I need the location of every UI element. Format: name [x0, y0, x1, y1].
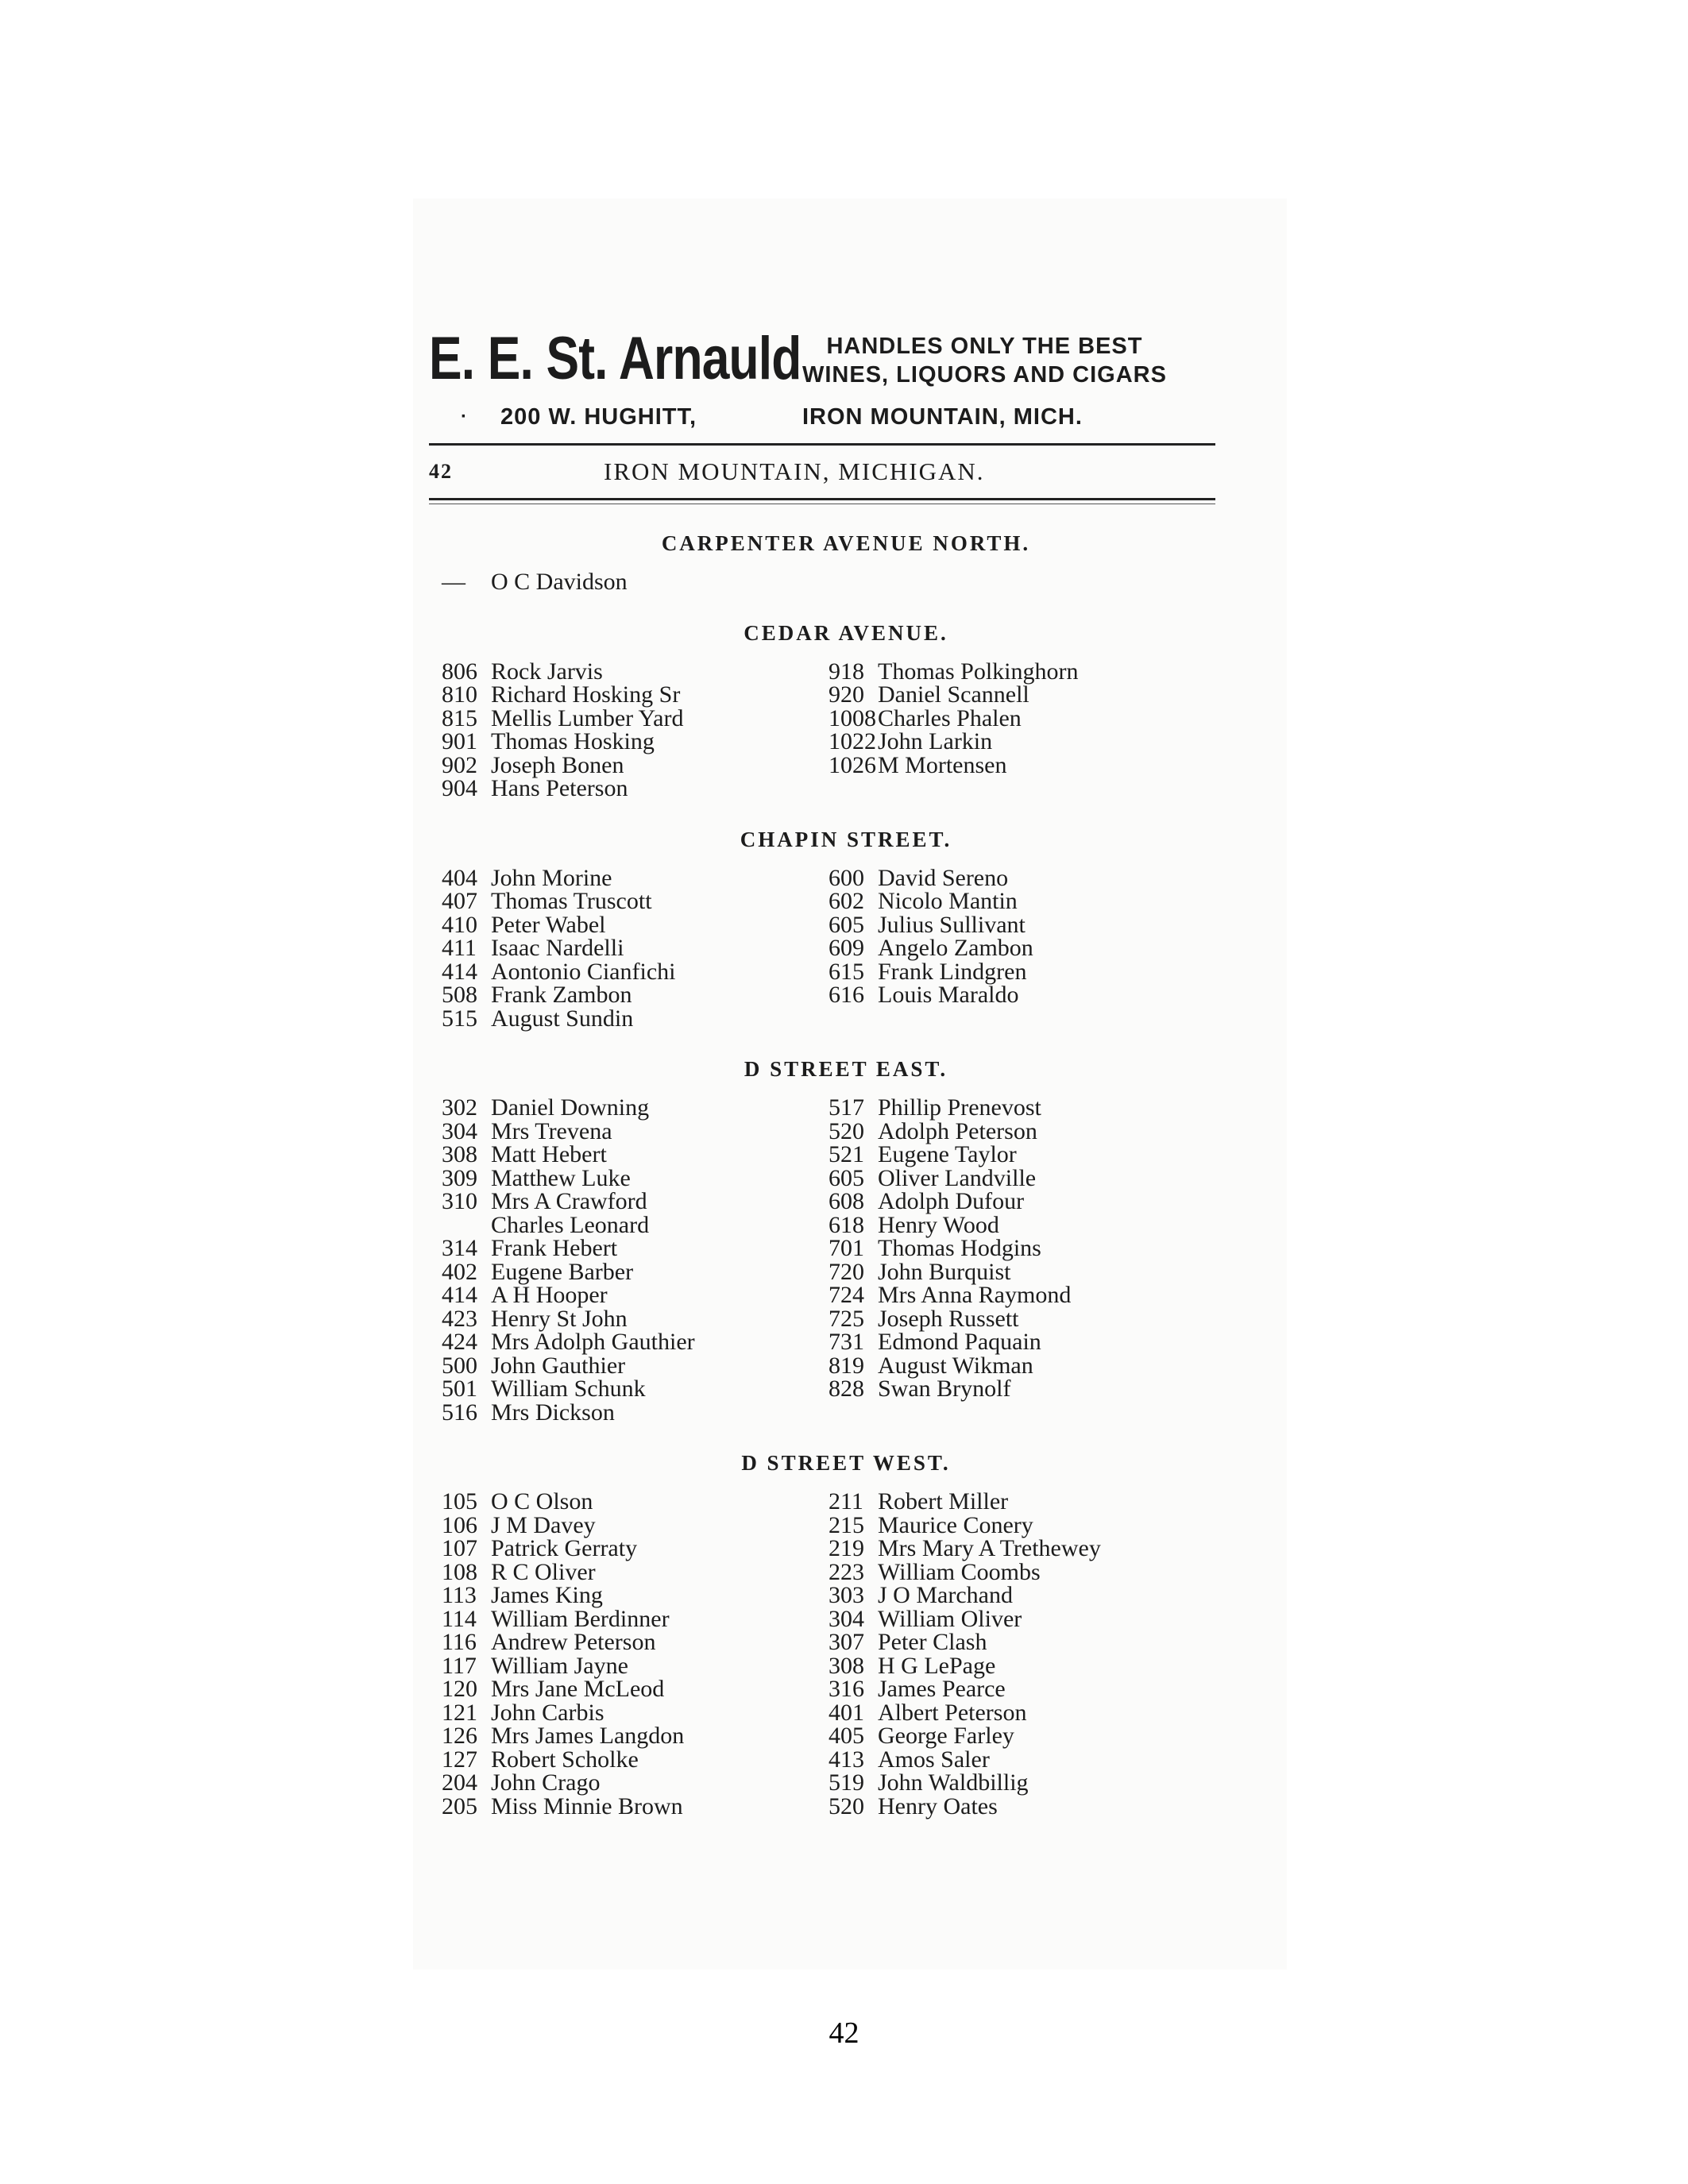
- resident-name: Swan Brynolf: [878, 1376, 1011, 1402]
- resident-entry: [442, 1724, 829, 1748]
- resident-entry: [442, 570, 829, 594]
- resident-name: Mrs A Crawford: [491, 1188, 647, 1214]
- left-column: [442, 570, 829, 594]
- resident-name: George Farley: [878, 1723, 1014, 1749]
- resident-entry: [829, 1377, 1215, 1401]
- resident-entry: [442, 1792, 829, 1819]
- house-number: 108: [442, 1558, 477, 1585]
- resident-name: Mrs Adolph Gauthier: [491, 1329, 695, 1355]
- house-number: 407: [442, 888, 477, 914]
- resident-name: J O Marchand: [878, 1582, 1013, 1608]
- resident-name: Peter Wabel: [491, 911, 606, 938]
- house-number: 219: [829, 1535, 864, 1561]
- entry-columns: [429, 1490, 1215, 1818]
- resident-entry: [829, 1630, 1215, 1654]
- resident-entry: [442, 1654, 829, 1678]
- resident-entry: [829, 1654, 1215, 1678]
- right-column: [829, 660, 1215, 801]
- house-number: 307: [829, 1629, 864, 1655]
- advertisement: [429, 302, 1215, 435]
- resident-name: William Coombs: [878, 1558, 1041, 1585]
- resident-name: Thomas Hosking: [491, 728, 655, 754]
- footer-page-number: 42: [829, 2016, 859, 2050]
- house-number: 215: [829, 1511, 864, 1538]
- house-number: 223: [829, 1558, 864, 1585]
- house-number: 520: [829, 1792, 864, 1819]
- resident-entry: [442, 1354, 829, 1378]
- resident-entry: [442, 777, 829, 801]
- house-number: 113: [442, 1582, 477, 1608]
- resident-name: O C Davidson: [491, 569, 628, 595]
- resident-name: Eugene Taylor: [878, 1141, 1017, 1167]
- resident-name: Adolph Peterson: [878, 1117, 1037, 1144]
- right-column: [829, 866, 1215, 1031]
- resident-name: David Sereno: [878, 864, 1009, 891]
- house-number: 918: [829, 658, 864, 685]
- resident-entry: [829, 983, 1215, 1007]
- resident-entry: [829, 751, 1215, 778]
- resident-entry: [829, 1792, 1215, 1819]
- house-number: 205: [442, 1792, 477, 1819]
- house-number: 920: [829, 681, 864, 708]
- house-number: 310: [442, 1188, 477, 1214]
- house-number: 308: [829, 1652, 864, 1679]
- house-number: 424: [442, 1329, 477, 1355]
- resident-name: Henry St John: [491, 1305, 628, 1332]
- divider: [429, 498, 1215, 500]
- resident-name: Frank Hebert: [491, 1235, 618, 1261]
- resident-name: August Wikman: [878, 1352, 1033, 1379]
- house-number: 314: [442, 1235, 477, 1261]
- resident-entry: [442, 1143, 829, 1167]
- house-number: 316: [829, 1676, 864, 1702]
- resident-entry: [442, 1007, 829, 1031]
- resident-name: Charles Phalen: [878, 704, 1022, 731]
- house-number: 516: [442, 1399, 477, 1426]
- house-number: 616: [829, 982, 864, 1008]
- house-number: 126: [442, 1723, 477, 1749]
- resident-name: John Waldbillig: [878, 1769, 1029, 1796]
- house-number: 615: [829, 958, 864, 985]
- resident-entry: [442, 1237, 829, 1260]
- house-number: 120: [442, 1676, 477, 1702]
- left-column: [442, 660, 829, 801]
- resident-name: William Jayne: [491, 1652, 628, 1679]
- house-number: 117: [442, 1652, 477, 1679]
- ad-business-name: E. E. St. Arnauld: [429, 325, 802, 392]
- resident-entry: [829, 730, 1215, 754]
- street-section: [429, 1057, 1215, 1424]
- resident-entry: [829, 660, 1215, 684]
- resident-name: R C Oliver: [491, 1558, 596, 1585]
- resident-entry: [829, 1558, 1215, 1585]
- house-number: 521: [829, 1141, 864, 1167]
- house-number: 701: [829, 1235, 864, 1261]
- resident-entry: [442, 1558, 829, 1585]
- resident-name: Henry Oates: [878, 1792, 998, 1819]
- resident-entry: [829, 1096, 1215, 1120]
- resident-entry: [442, 683, 829, 707]
- resident-name: Daniel Downing: [491, 1094, 650, 1121]
- resident-name: Thomas Hodgins: [878, 1235, 1041, 1261]
- house-number: 414: [442, 1282, 477, 1308]
- resident-name: M Mortensen: [878, 751, 1007, 778]
- resident-entry: [442, 1283, 829, 1307]
- right-column: [829, 1490, 1215, 1818]
- left-column: [442, 1096, 829, 1424]
- house-number: 1026: [829, 751, 876, 778]
- resident-entry: [442, 730, 829, 754]
- resident-name: William Schunk: [491, 1376, 646, 1402]
- resident-entry: [442, 1607, 829, 1631]
- resident-name: Oliver Landville: [878, 1164, 1037, 1191]
- resident-entry: [829, 1330, 1215, 1354]
- resident-entry: [829, 1511, 1215, 1538]
- street-title: D STREET WEST.: [741, 1451, 951, 1475]
- resident-entry: [442, 751, 829, 778]
- house-number: 508: [442, 982, 477, 1008]
- street-title: CHAPIN STREET.: [740, 827, 952, 851]
- resident-entry: [442, 704, 829, 731]
- house-number: 515: [442, 1005, 477, 1032]
- house-number: 404: [442, 864, 477, 891]
- house-number: 605: [829, 1164, 864, 1191]
- resident-entry: [829, 1677, 1215, 1701]
- resident-entry: [442, 1377, 829, 1401]
- house-number: 815: [442, 704, 477, 731]
- resident-entry: [829, 1283, 1215, 1307]
- house-number: 304: [829, 1605, 864, 1632]
- resident-name: Julius Sullivant: [878, 911, 1026, 938]
- resident-name: James King: [491, 1582, 603, 1608]
- house-number: 600: [829, 864, 864, 891]
- resident-entry: [442, 889, 829, 913]
- resident-entry: [829, 704, 1215, 731]
- resident-name: John Larkin: [878, 728, 993, 754]
- resident-entry: [829, 1237, 1215, 1260]
- house-number: 414: [442, 958, 477, 985]
- house-number: 517: [829, 1094, 864, 1121]
- house-number: 902: [442, 751, 477, 778]
- house-number: 500: [442, 1352, 477, 1379]
- house-number: 114: [442, 1605, 477, 1632]
- ad-tagline-line1: HANDLES ONLY THE BEST: [826, 334, 1143, 359]
- resident-entry: [442, 1584, 829, 1607]
- resident-name: Henry Wood: [878, 1211, 999, 1238]
- house-number: 121: [442, 1699, 477, 1726]
- resident-name: Robert Miller: [878, 1488, 1009, 1515]
- resident-entry: [829, 1537, 1215, 1561]
- house-number: 116: [442, 1629, 477, 1655]
- house-number: 413: [829, 1746, 864, 1773]
- resident-entry: [442, 660, 829, 684]
- house-number: 402: [442, 1258, 477, 1285]
- resident-name: Hans Peterson: [491, 775, 628, 801]
- resident-name: Robert Scholke: [491, 1746, 639, 1773]
- resident-entry: [829, 1607, 1215, 1631]
- right-column: [829, 570, 1215, 594]
- street-title: CEDAR AVENUE.: [744, 620, 948, 645]
- resident-name: William Berdinner: [491, 1605, 670, 1632]
- ad-tagline-line2: WINES, LIQUORS AND CIGARS: [802, 362, 1167, 388]
- house-number: 602: [829, 888, 864, 914]
- resident-entry: [829, 889, 1215, 913]
- resident-entry: [829, 913, 1215, 937]
- resident-name: Mrs Jane McLeod: [491, 1676, 665, 1702]
- house-number: 204: [442, 1769, 477, 1796]
- resident-entry: [829, 1584, 1215, 1607]
- house-number: 725: [829, 1305, 864, 1332]
- house-number: 810: [442, 681, 477, 708]
- entry-columns: [429, 570, 1215, 594]
- resident-name: Mrs Anna Raymond: [878, 1282, 1072, 1308]
- resident-name: Edmond Paquain: [878, 1329, 1041, 1355]
- resident-entry: [829, 1771, 1215, 1795]
- resident-name: Thomas Polkinghorn: [878, 658, 1079, 685]
- resident-name: John Crago: [491, 1769, 601, 1796]
- resident-entry: [442, 1490, 829, 1514]
- header-page-number: 42: [429, 460, 453, 483]
- resident-name: William Oliver: [878, 1605, 1022, 1632]
- resident-entry: [442, 1164, 829, 1191]
- resident-entry: [442, 1748, 829, 1772]
- resident-entry: [829, 1260, 1215, 1284]
- resident-entry: [829, 866, 1215, 890]
- house-number: 901: [442, 728, 477, 754]
- house-number: 724: [829, 1282, 864, 1308]
- street-section: [429, 621, 1215, 801]
- house-number: 309: [442, 1164, 477, 1191]
- resident-entry: [442, 913, 829, 937]
- resident-entry: [829, 1117, 1215, 1144]
- house-number: 519: [829, 1769, 864, 1796]
- resident-name: Joseph Bonen: [491, 751, 624, 778]
- house-number: 1022: [829, 728, 876, 754]
- resident-entry: [442, 1537, 829, 1561]
- resident-entry: [829, 1490, 1215, 1514]
- house-number: 609: [829, 935, 864, 961]
- house-number: 520: [829, 1117, 864, 1144]
- resident-entry: [442, 1260, 829, 1284]
- resident-name: August Sundin: [491, 1005, 634, 1032]
- house-number: 302: [442, 1094, 477, 1121]
- ad-tagline: [802, 332, 1167, 389]
- resident-name: John Burquist: [878, 1258, 1011, 1285]
- resident-name: Joseph Russett: [878, 1305, 1019, 1332]
- resident-name: Rock Jarvis: [491, 658, 603, 685]
- house-number: 828: [829, 1376, 864, 1402]
- house-number: 405: [829, 1723, 864, 1749]
- house-number: 401: [829, 1699, 864, 1726]
- entry-columns: [429, 660, 1215, 801]
- house-number: 211: [829, 1488, 863, 1515]
- resident-entry: [442, 1190, 829, 1214]
- resident-entry: [442, 960, 829, 984]
- house-number: 720: [829, 1258, 864, 1285]
- resident-name: Albert Peterson: [878, 1699, 1027, 1726]
- resident-entry: [442, 983, 829, 1007]
- resident-name: A H Hooper: [491, 1282, 608, 1308]
- resident-entry: [829, 1724, 1215, 1748]
- resident-name: Peter Clash: [878, 1629, 987, 1655]
- house-number: 107: [442, 1535, 477, 1561]
- resident-name: James Pearce: [878, 1676, 1006, 1702]
- resident-entry: [442, 1096, 829, 1120]
- resident-name: Angelo Zambon: [878, 935, 1033, 961]
- left-column: [442, 866, 829, 1031]
- resident-name: Matthew Luke: [491, 1164, 631, 1191]
- resident-entry: [442, 1117, 829, 1144]
- house-number: 308: [442, 1141, 477, 1167]
- street-sections: [429, 531, 1215, 1818]
- street-section: [429, 828, 1215, 1031]
- house-number: 605: [829, 911, 864, 938]
- street-section: [429, 1451, 1215, 1818]
- street-title: D STREET EAST.: [744, 1057, 948, 1081]
- house-number: 731: [829, 1329, 864, 1355]
- house-number: 105: [442, 1488, 477, 1515]
- resident-name: Andrew Peterson: [491, 1629, 656, 1655]
- directory-page: [429, 302, 1215, 1818]
- resident-name: Phillip Prenevost: [878, 1094, 1041, 1121]
- resident-name: Daniel Scannell: [878, 681, 1029, 708]
- street-section: [429, 531, 1215, 594]
- resident-entry: [829, 1354, 1215, 1378]
- house-number: [442, 1214, 491, 1237]
- resident-name: John Morine: [491, 864, 612, 891]
- resident-entry: [442, 936, 829, 960]
- resident-entry: [442, 1701, 829, 1725]
- resident-entry: [829, 1748, 1215, 1772]
- resident-entry: [829, 1190, 1215, 1214]
- resident-name: Amos Saler: [878, 1746, 990, 1773]
- resident-entry: [829, 960, 1215, 984]
- resident-name: Richard Hosking Sr: [491, 681, 681, 708]
- resident-name: Nicolo Mantin: [878, 888, 1018, 914]
- street-title: CARPENTER AVENUE NORTH.: [661, 531, 1031, 555]
- house-number: 106: [442, 1511, 477, 1538]
- resident-name: Patrick Gerraty: [491, 1535, 638, 1561]
- house-number: 127: [442, 1746, 477, 1773]
- resident-name: Frank Lindgren: [878, 958, 1027, 985]
- house-number: 618: [829, 1211, 864, 1238]
- resident-name: Miss Minnie Brown: [491, 1792, 683, 1819]
- resident-name: O C Olson: [491, 1488, 593, 1515]
- resident-name: John Carbis: [491, 1699, 605, 1726]
- right-column: [829, 1096, 1215, 1424]
- resident-entry: [442, 1401, 829, 1425]
- resident-name: H G LePage: [878, 1652, 996, 1679]
- house-number: 806: [442, 658, 477, 685]
- resident-name: Mellis Lumber Yard: [491, 704, 684, 731]
- header-title: IRON MOUNTAIN, MICHIGAN.: [604, 457, 985, 485]
- resident-entry: [442, 1307, 829, 1331]
- resident-entry: [442, 1677, 829, 1701]
- resident-name: Adolph Dufour: [878, 1188, 1025, 1214]
- house-number: 608: [829, 1188, 864, 1214]
- house-number: 501: [442, 1376, 477, 1402]
- house-number: —: [442, 569, 465, 595]
- resident-entry: [442, 1211, 829, 1238]
- ad-city: IRON MOUNTAIN, MICH.: [802, 403, 1083, 430]
- house-number: 423: [442, 1305, 477, 1332]
- resident-name: Mrs Dickson: [491, 1399, 615, 1426]
- resident-name: Mrs James Langdon: [491, 1723, 685, 1749]
- house-number: 411: [442, 935, 477, 961]
- resident-entry: [829, 1164, 1215, 1191]
- ad-address-dot: ·: [461, 406, 468, 427]
- resident-name: John Gauthier: [491, 1352, 626, 1379]
- resident-entry: [829, 1701, 1215, 1725]
- resident-entry: [442, 866, 829, 890]
- house-number: 303: [829, 1582, 864, 1608]
- house-number: 819: [829, 1352, 864, 1379]
- resident-entry: [442, 1771, 829, 1795]
- resident-entry: [442, 1511, 829, 1538]
- house-number: 904: [442, 775, 477, 801]
- resident-name: Thomas Truscott: [491, 888, 652, 914]
- resident-name: Matt Hebert: [491, 1141, 607, 1167]
- resident-name: Mrs Trevena: [491, 1117, 612, 1144]
- resident-name: Mrs Mary A Trethewey: [878, 1535, 1101, 1561]
- resident-name: Charles Leonard: [491, 1211, 650, 1238]
- resident-name: Eugene Barber: [491, 1258, 634, 1285]
- resident-name: Isaac Nardelli: [491, 935, 624, 961]
- ad-street: 200 W. HUGHITT,: [500, 403, 697, 430]
- resident-entry: [442, 1630, 829, 1654]
- running-header: [429, 446, 1215, 498]
- resident-name: Louis Maraldo: [878, 982, 1019, 1008]
- resident-name: J M Davey: [491, 1511, 596, 1538]
- entry-columns: [429, 866, 1215, 1031]
- house-number: 1008: [829, 704, 876, 731]
- house-number: 410: [442, 911, 477, 938]
- resident-entry: [829, 1307, 1215, 1331]
- resident-entry: [829, 683, 1215, 707]
- entry-columns: [429, 1096, 1215, 1424]
- resident-entry: [442, 1330, 829, 1354]
- resident-name: Maurice Conery: [878, 1511, 1033, 1538]
- ad-address: [429, 399, 1215, 435]
- resident-entry: [829, 1143, 1215, 1167]
- resident-entry: [829, 1211, 1215, 1238]
- resident-name: Frank Zambon: [491, 982, 632, 1008]
- left-column: [442, 1490, 829, 1818]
- house-number: 304: [442, 1117, 477, 1144]
- resident-entry: [829, 936, 1215, 960]
- resident-name: Aontonio Cianfichi: [491, 958, 676, 985]
